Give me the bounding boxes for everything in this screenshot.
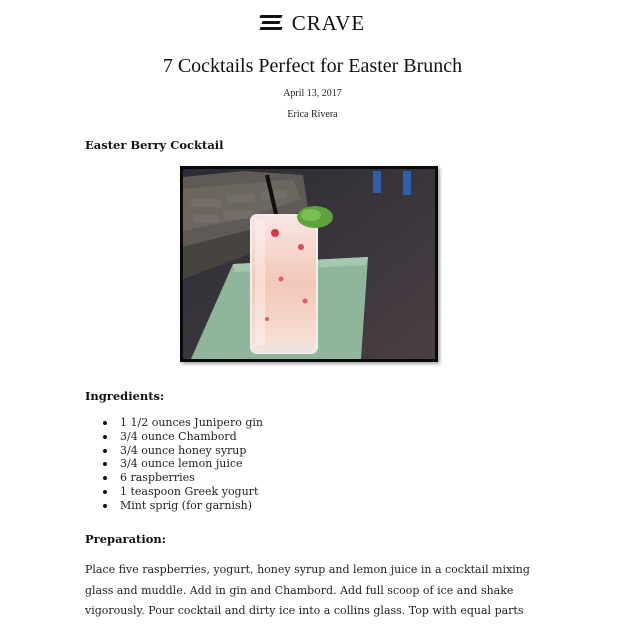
preparation-heading: Preparation: — [85, 532, 166, 546]
ingredient-item: 1 1/2 ounces Junipero gin — [100, 416, 263, 430]
cocktail-photo-illustration — [183, 169, 435, 359]
crave-logo[interactable] — [0, 11, 625, 35]
article-author[interactable]: Erica Rivera — [287, 109, 338, 120]
logo-wordmark: CRAVE — [291, 11, 366, 35]
ingredient-item: 1 teaspoon Greek yogurt — [100, 485, 263, 499]
cocktail-photo — [180, 166, 438, 362]
preparation-text: Place five raspberries, yogurt, honey syrup and lemon juice in a cocktail mixing glass and muddle. Add in gin and Chambord. Add full scoop of ice and shake vigorously. Pour cocktail and dirty ice into a collins glass. Top with equal parts — [85, 563, 530, 617]
recipe-name: Easter Berry Cocktail — [85, 138, 224, 152]
ingredients-heading: Ingredients: — [85, 389, 165, 403]
ingredient-item: 3/4 ounce Chambord — [100, 430, 263, 444]
crave-lines-icon — [260, 14, 282, 32]
article-title: 7 Cocktails Perfect for Easter Brunch — [162, 55, 463, 77]
ingredient-item: Mint sprig (for garnish) — [100, 499, 263, 513]
ingredients-list — [100, 416, 263, 513]
ingredient-item: 3/4 ounce lemon juice — [100, 457, 263, 471]
ingredient-item: 3/4 ounce honey syrup — [100, 444, 263, 458]
article-date: April 13, 2017 — [283, 88, 342, 99]
ingredient-item: 6 raspberries — [100, 471, 263, 485]
